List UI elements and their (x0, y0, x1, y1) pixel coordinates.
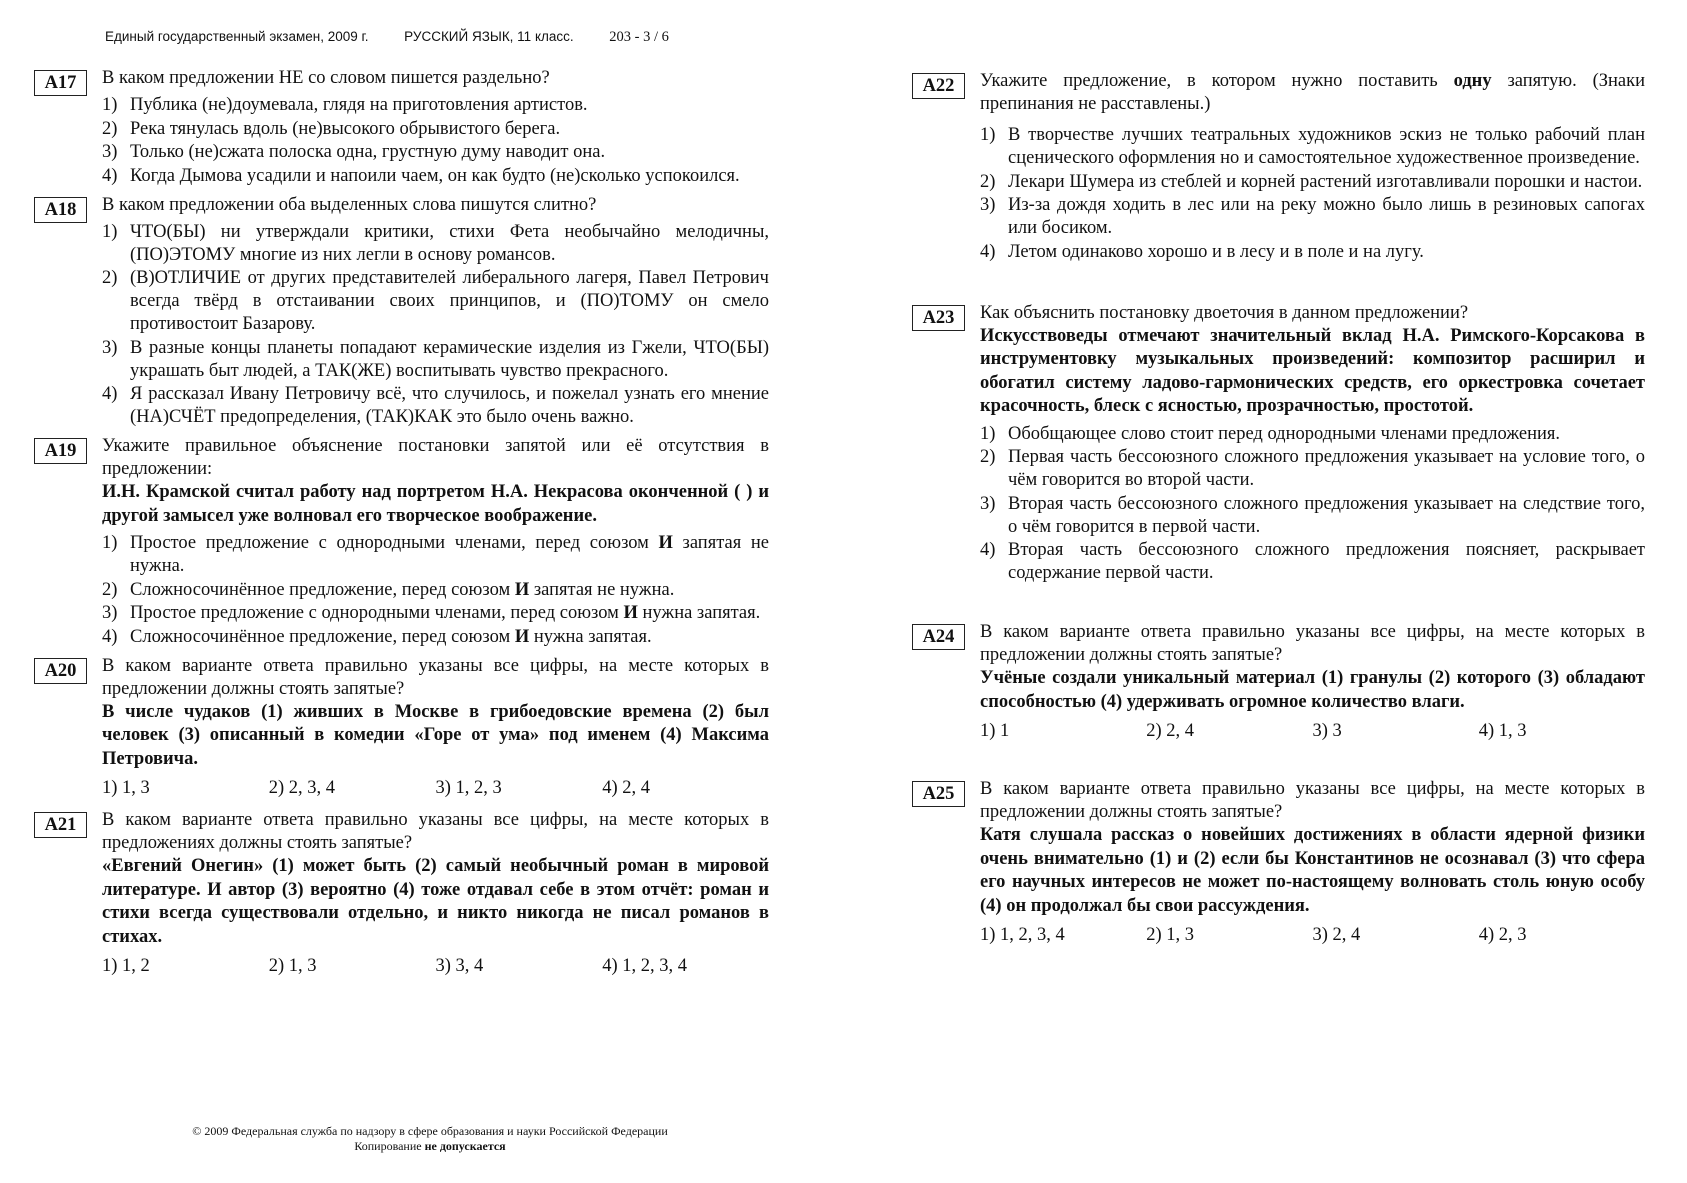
copy-notice: Копирование не допускается (354, 1139, 506, 1153)
task-sentence: В числе чудаков (1) живших в Москве в грибоедовские времена (2) был человек (3) описанный в комедии «Горе от ума» под именем (4) Максима Петровича. (102, 701, 769, 769)
page-number: 203 - 3 / 6 (609, 29, 669, 45)
answer-option: 4) 2, 4 (602, 778, 651, 798)
answer-option: 4) 1, 2, 3, 4 (602, 956, 688, 976)
option-item: 2) Первая часть бессоюзного сложного предложения указывает на условие того, о чём говорится во второй части. (980, 447, 1645, 490)
task-a17 (34, 67, 769, 188)
answer-row (102, 956, 769, 977)
option-item: 2) Сложносочинённое предложение, перед союзом И запятая не нужна. (102, 579, 675, 600)
option-item: 3) Только (не)сжата полоска одна, грустную думу наводит она. (102, 142, 606, 162)
task-a20 (34, 655, 769, 800)
task-question: В каком варианте ответа правильно указаны все цифры, на месте которых в предложениях должны стоять запятые? (102, 810, 769, 853)
task-label: A20 (34, 658, 87, 684)
task-label: A25 (912, 781, 965, 807)
answer-option: 2) 2, 3, 4 (268, 778, 336, 798)
answer-option: 3) 3 (1312, 721, 1342, 741)
task-label: A24 (912, 624, 965, 650)
option-item: 3) Вторая часть бессоюзного сложного предложения указывает на следствие того, о чём говорится в первой части. (980, 493, 1645, 537)
task-sentence: Катя слушала рассказ о новейших достижениях в области ядерной физики очень внимательно (1) и (2) если бы Константинов не осознавал (3) что сфера его научных интересов не может по-настоящему волновать столь юную особу (4) он продолжал бы свои рассуждения. (980, 825, 1645, 916)
right-column (912, 70, 1645, 952)
copyright-line: © 2009 Федеральная служба по надзору в сфере образования и науки Российской Федерации (192, 1124, 668, 1138)
task-a23 (912, 302, 1645, 586)
option-item: 3) Простое предложение с однородными членами, перед союзом И нужна запятая. (102, 603, 761, 623)
task-label: A23 (912, 305, 965, 331)
exam-title: Единый государственный экзамен, 2009 г. (105, 29, 369, 44)
task-a22 (912, 70, 1645, 264)
answer-row (980, 721, 1645, 742)
task-question: Как объяснить постановку двоеточия в данном предложении? (980, 302, 1469, 323)
left-column (34, 67, 769, 983)
task-question: В каком варианте ответа правильно указаны все цифры, на месте которых в предложении должны стоять запятые? (102, 655, 769, 699)
option-item: 2) Река тянулась вдоль (не)высокого обрывистого берега. (102, 118, 561, 139)
option-item: 2) Лекари Шумера из стеблей и корней растений изготавливали порошки и настои. (980, 171, 1643, 192)
task-sentence: «Евгений Онегин» (1) может быть (2) самый необычный роман в мировой литературе. И автор (3) вероятно (4) тоже отдавал себе в этом отчёт: роман и стихи всегда существовали отдельно, и никто никогда не писал романов в стихах. (102, 856, 769, 947)
task-question: В каком варианте ответа правильно указаны все цифры, на месте которых в предложении должны стоять запятые? (980, 779, 1645, 822)
options-list (980, 124, 1645, 264)
task-question: В каком предложении оба выделенных слова пишутся слитно? (102, 194, 597, 215)
answer-option: 1) 1 (980, 721, 1010, 741)
task-a24 (912, 621, 1645, 742)
option-item: 4) Я рассказал Ивану Петровичу всё, что случилось, и пожелал узнать его мнение (НА)СЧЁТ предопределения, (ТАК)КАК это было очень важно. (102, 384, 769, 427)
answer-row (102, 778, 769, 799)
task-sentence: Учёные создали уникальный материал (1) гранулы (2) которого (3) обладают способностью (4) удерживать огромное количество влаги. (980, 668, 1645, 712)
option-item: 4) Сложносочинённое предложение, перед союзом И нужна запятая. (102, 626, 652, 647)
task-question: В каком варианте ответа правильно указаны все цифры, на месте которых в предложении должны стоять запятые? (980, 622, 1645, 665)
task-sentence: И.Н. Крамской считал работу над портретом Н.А. Некрасова оконченной ( ) и другой замысел уже волновал его творческое воображение. (102, 482, 769, 526)
task-a21 (34, 809, 769, 977)
task-a19 (34, 435, 769, 649)
options-list (102, 94, 769, 188)
option-item: 1) Простое предложение с однородными членами, перед союзом И запятая не нужна. (102, 533, 769, 576)
option-item: 1) Обобщающее слово стоит перед однородными членами предложения. (980, 423, 1561, 444)
answer-option: 1) 1, 3 (102, 778, 150, 798)
option-item: 3) В разные концы планеты попадают керамические изделия из Гжели, ЧТО(БЫ) украшать быт людей, а ТАК(ЖЕ) воспитывать чувство прекрасного. (102, 337, 769, 381)
option-item: 1) Публика (не)доумевала, глядя на приготовления артистов. (102, 95, 588, 115)
answer-option: 3) 2, 4 (1312, 925, 1361, 945)
answer-option: 4) 2, 3 (1478, 925, 1527, 945)
option-item: 4) Летом одинаково хорошо и в лесу и в поле и на лугу. (980, 241, 1424, 262)
answer-option: 2) 2, 4 (1146, 721, 1195, 741)
page-footer (130, 1124, 730, 1154)
task-label: A17 (34, 70, 87, 96)
task-question: Укажите предложение, в котором нужно поставить одну запятую. (Знаки препинания не расставлены.) (980, 71, 1645, 114)
page-header (105, 29, 669, 46)
answer-option: 3) 3, 4 (435, 956, 484, 976)
options-list (980, 423, 1645, 586)
answer-option: 4) 1, 3 (1478, 721, 1527, 741)
task-question: В каком предложении НЕ со словом пишется раздельно? (102, 68, 550, 88)
answer-option: 3) 1, 2, 3 (435, 778, 502, 798)
task-a25 (912, 778, 1645, 946)
answer-option: 1) 1, 2, 3, 4 (980, 925, 1065, 945)
subject-title: РУССКИЙ ЯЗЫК, 11 класс. (404, 29, 574, 44)
task-label: A22 (912, 73, 965, 99)
option-item: 1) В творчестве лучших театральных художников эскиз не только рабочий план сценического оформления но и самостоятельное художественное произведение. (980, 125, 1645, 168)
option-item: 4) Когда Дымова усадили и напоили чаем, он как будто (не)сколько успокоился. (102, 165, 740, 186)
option-item: 4) Вторая часть бессоюзного сложного предложения поясняет, раскрывает содержание первой части. (980, 540, 1645, 583)
task-sentence: Искусствоведы отмечают значительный вклад Н.А. Римского-Корсакова в инструментовку музыкальных произведений: композитор расширил и обогатил систему ладово-гармонических средств, его оркестровка сочетает красочность, блеск с ясностью, прозрачностью, простотой. (980, 325, 1645, 416)
answer-row (980, 925, 1645, 946)
option-item: 1) ЧТО(БЫ) ни утверждали критики, стихи Фета необычайно мелодичны, (ПО)ЭТОМУ многие из них легли в основу романсов. (102, 221, 769, 265)
task-label: A19 (34, 438, 87, 464)
option-item: 3) Из-за дождя ходить в лес или на реку можно было лишь в резиновых сапогах или босиком. (980, 195, 1645, 238)
answer-option: 2) 1, 3 (1146, 925, 1195, 945)
answer-option: 2) 1, 3 (268, 956, 317, 976)
option-item: 2) (В)ОТЛИЧИЕ от других представителей либерального лагеря, Павел Петрович всегда твёрд в отстаивании своих принципов, и (ПО)ТОМУ он смело противостоит Базарову. (102, 268, 769, 334)
task-question: Укажите правильное объяснение постановки запятой или её отсутствия в предложении: (102, 436, 769, 479)
answer-option: 1) 1, 2 (102, 956, 150, 976)
options-list (102, 221, 769, 430)
task-label: A18 (34, 197, 87, 223)
options-list (102, 532, 769, 649)
task-label: A21 (34, 812, 87, 838)
task-a18 (34, 194, 769, 430)
